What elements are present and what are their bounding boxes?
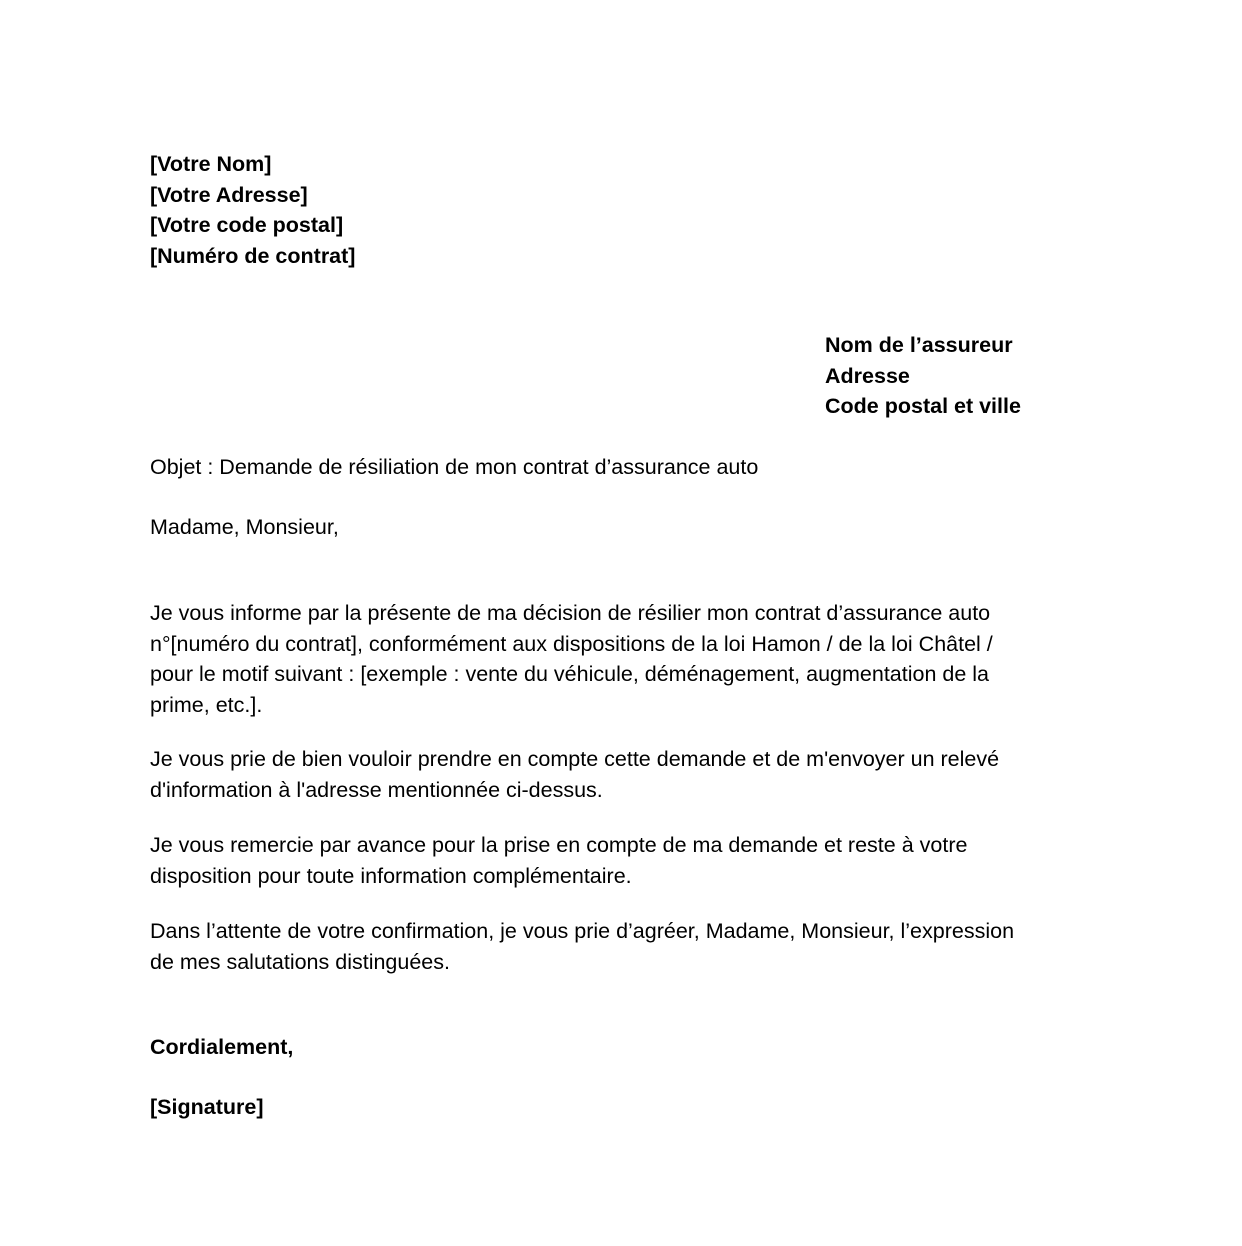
paragraph-line: n°[numéro du contrat], conformément aux dispositions de la loi Hamon / de la loi Châtel / (150, 631, 993, 656)
paragraph-line: prime, etc.]. (150, 692, 263, 717)
sender-block (150, 149, 355, 271)
sender-postal-code: [Votre code postal] (150, 213, 344, 237)
paragraph-thanks (150, 830, 1090, 891)
recipient-insurer-name: Nom de l’assureur (825, 333, 1013, 357)
recipient-block (825, 330, 1021, 422)
paragraph-request (150, 744, 1090, 805)
letter-closing: Cordialement, (150, 1035, 294, 1059)
letter-signature: [Signature] (150, 1095, 264, 1119)
sender-name: [Votre Nom] (150, 152, 272, 176)
paragraph-line: d'information à l'adresse mentionnée ci-dessus. (150, 777, 603, 802)
paragraph-line: disposition pour toute information complémentaire. (150, 863, 632, 888)
paragraph-line: Je vous prie de bien vouloir prendre en compte cette demande et de m'envoyer un relevé (150, 747, 1000, 771)
paragraph-line: Je vous remercie par avance pour la prise en compte de ma demande et reste à votre (150, 833, 968, 857)
letter-subject: Objet : Demande de résiliation de mon contrat d’assurance auto (150, 455, 759, 479)
paragraph-line: de mes salutations distinguées. (150, 949, 450, 974)
letter-salutation: Madame, Monsieur, (150, 515, 339, 539)
paragraph-line: Je vous informe par la présente de ma décision de résilier mon contrat d’assurance auto (150, 601, 991, 625)
sender-contract-number: [Numéro de contrat] (150, 243, 356, 268)
paragraph-formal-closing (150, 916, 1090, 977)
paragraph-line: pour le motif suivant : [exemple : vente du véhicule, déménagement, augmentation de la (150, 662, 990, 686)
recipient-postal-city: Code postal et ville (825, 394, 1021, 418)
paragraph-decision (150, 598, 1090, 720)
paragraph-line: Dans l’attente de votre confirmation, je vous prie d’agréer, Madame, Monsieur, l’expression (150, 919, 1015, 943)
recipient-address: Adresse (825, 363, 910, 388)
sender-address: [Votre Adresse] (150, 182, 308, 207)
